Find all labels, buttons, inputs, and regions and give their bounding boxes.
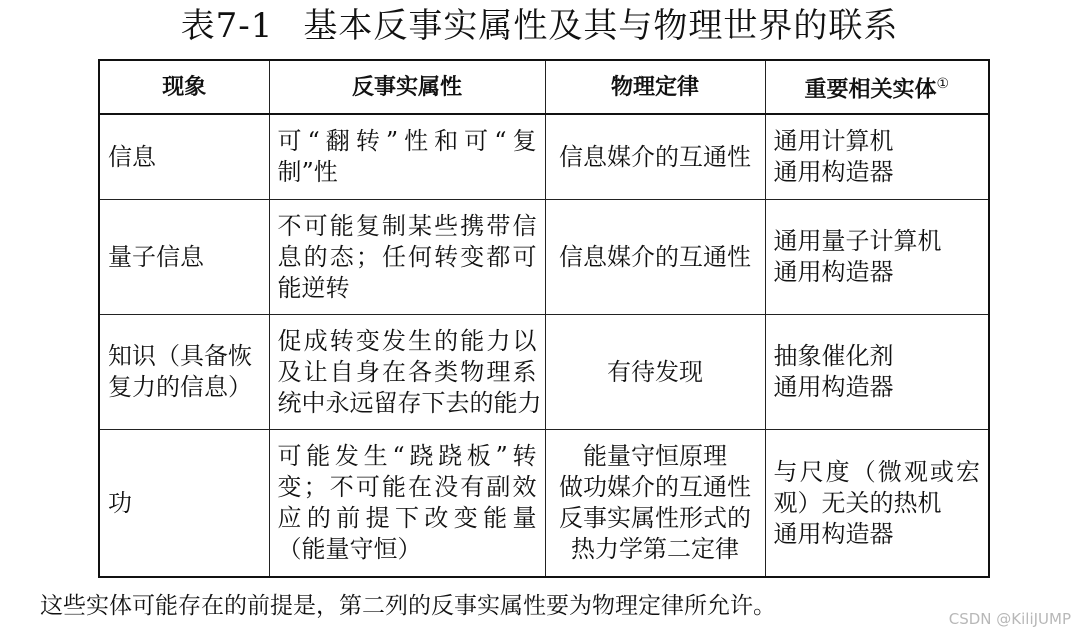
cell-entities: 抽象催化剂 通用构造器 (765, 315, 989, 430)
cell-phenomenon: 信息 (99, 114, 269, 200)
cell-entities: 与尺度（微观或宏 观）无关的热机 通用构造器 (765, 430, 989, 578)
counterfactual-table (98, 59, 990, 578)
header-law: 物理定律 (545, 60, 765, 114)
cell-entities: 通用计算机 通用构造器 (765, 114, 989, 200)
cell-phenomenon: 知识（具备恢 复力的信息） (99, 315, 269, 430)
header-entities: 重要相关实体① (765, 60, 989, 114)
table-row (99, 114, 989, 200)
cell-counterfactual: 可能发生“跷跷板”转 变；不可能在没有副效 应的前提下改变能量 （能量守恒） (269, 430, 545, 578)
cell-entities: 通用量子计算机 通用构造器 (765, 200, 989, 315)
cell-counterfactual: 促成转变发生的能力以 及让自身在各类物理系 统中永远留存下去的能力 (269, 315, 545, 430)
table-row (99, 315, 989, 430)
cell-law: 信息媒介的互通性 (545, 114, 765, 200)
table-row (99, 430, 989, 578)
cell-counterfactual: 不可能复制某些携带信 息的态；任何转变都可 能逆转 (269, 200, 545, 315)
table-caption: 基本反事实属性及其与物理世界的联系 (303, 6, 899, 46)
cell-law: 有待发现 (545, 315, 765, 430)
header-counterfactual: 反事实属性 (269, 60, 545, 114)
cell-counterfactual: 可“翻转”性和可“复 制”性 (269, 114, 545, 200)
table-title (0, 4, 1079, 48)
table-row (99, 200, 989, 315)
table-footnote: 这些实体可能存在的前提是，第二列的反事实属性要为物理定律所允许。 (40, 593, 776, 619)
cell-phenomenon: 功 (99, 430, 269, 578)
cell-law: 信息媒介的互通性 (545, 200, 765, 315)
cell-phenomenon: 量子信息 (99, 200, 269, 315)
header-phenomenon: 现象 (99, 60, 269, 114)
header-row (99, 60, 989, 114)
table-number: 表7-1 (180, 6, 274, 46)
watermark: CSDN @KiliJUMP (948, 610, 1071, 628)
footnote-mark: ① (936, 75, 950, 92)
cell-law: 能量守恒原理 做功媒介的互通性 反事实属性形式的 热力学第二定律 (545, 430, 765, 578)
